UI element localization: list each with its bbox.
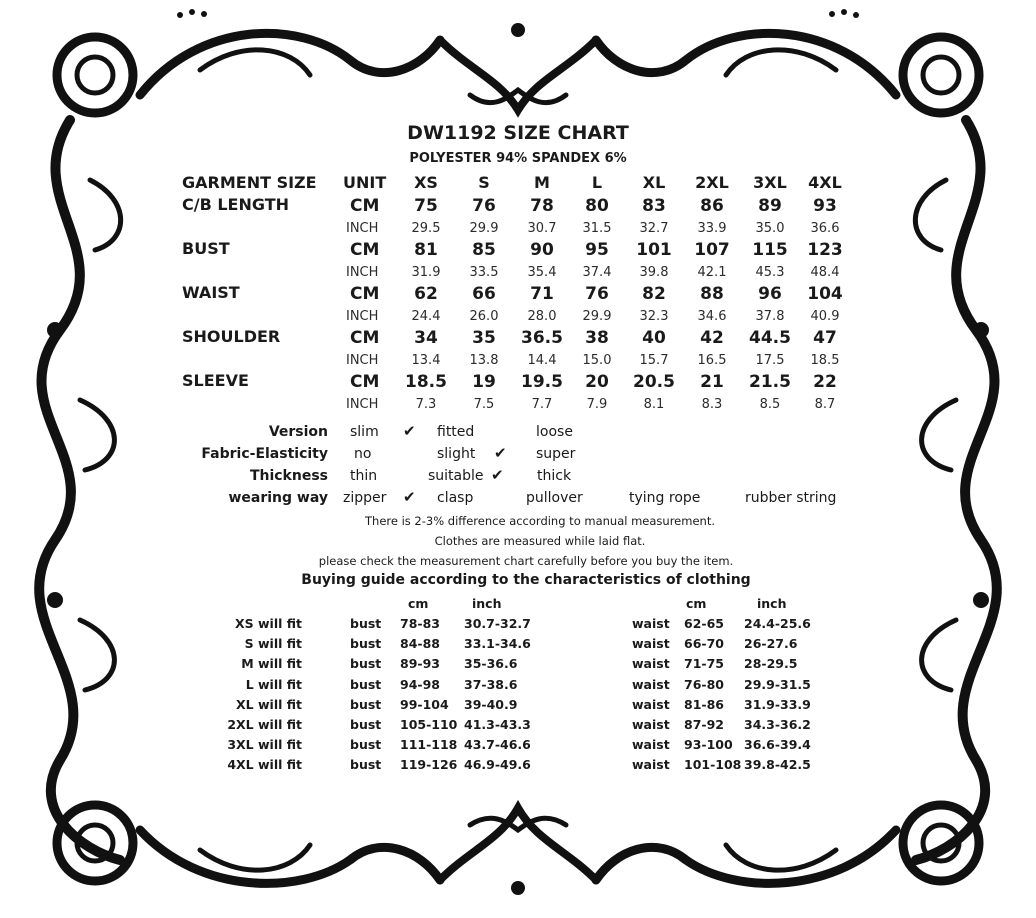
cm-value: 36.5 xyxy=(521,328,563,348)
characteristic-option: pullover xyxy=(526,490,583,506)
guide-bust-inch: 30.7-32.7 xyxy=(464,616,531,631)
guide-fit-label: 3XL will fit xyxy=(227,737,302,753)
size-header-4xl: 4XL xyxy=(808,173,842,192)
check-mark-icon: ✔ xyxy=(403,488,416,506)
cm-value: 19 xyxy=(472,372,496,392)
size-header-l: L xyxy=(591,173,603,192)
cm-value: 104 xyxy=(807,284,843,304)
unit-cm: CM xyxy=(350,196,380,216)
guide-waist-cm: 66-70 xyxy=(684,636,724,652)
guide-bust-inch: 35-36.6 xyxy=(464,656,518,672)
inch-value: 29.5 xyxy=(411,221,441,236)
cm-value: 47 xyxy=(813,328,837,348)
guide-bust-label: bust xyxy=(350,636,382,652)
inch-value: 24.4 xyxy=(411,309,441,324)
cm-value: 44.5 xyxy=(749,328,791,348)
cm-value: 75 xyxy=(414,196,438,216)
cm-value: 21 xyxy=(700,372,724,392)
guide-bust-label: bust xyxy=(350,717,382,732)
cm-value: 22 xyxy=(813,372,837,392)
guide-inch-header-waist: inch xyxy=(757,596,787,611)
guide-bust-cm: 94-98 xyxy=(400,676,440,692)
size-header-2xl: 2XL xyxy=(695,173,729,192)
cm-value: 96 xyxy=(758,284,782,304)
guide-bust-cm: 89-93 xyxy=(400,656,440,672)
guide-waist-inch: 39.8-42.5 xyxy=(744,757,811,773)
inch-value: 40.9 xyxy=(810,309,840,324)
characteristic-option: thick xyxy=(537,468,572,484)
cm-value: 101 xyxy=(636,240,672,260)
cm-value: 90 xyxy=(530,240,554,260)
guide-waist-label: waist xyxy=(632,616,670,631)
inch-value: 7.9 xyxy=(586,397,608,412)
inch-value: 8.3 xyxy=(701,397,723,412)
inch-value: 35.4 xyxy=(527,265,557,280)
garment-size-header: GARMENT SIZE xyxy=(182,173,317,192)
guide-bust-label: bust xyxy=(350,696,382,712)
size-header-s: S xyxy=(478,173,490,192)
inch-value: 29.9 xyxy=(582,309,612,324)
inch-value: 28.0 xyxy=(527,309,557,324)
guide-waist-inch: 31.9-33.9 xyxy=(744,696,811,712)
material-composition: POLYESTER 94% SPANDEX 6% xyxy=(409,151,627,166)
inch-value: 31.5 xyxy=(582,221,612,236)
inch-value: 36.6 xyxy=(810,221,840,236)
unit-cm: CM xyxy=(350,328,380,348)
cm-value: 35 xyxy=(472,328,496,348)
characteristic-option: no xyxy=(354,446,372,462)
unit-cm: CM xyxy=(350,240,380,260)
check-mark-icon: ✔ xyxy=(491,466,504,484)
inch-value: 35.0 xyxy=(755,221,785,236)
characteristic-option: tying rope xyxy=(629,490,701,506)
inch-value: 31.9 xyxy=(411,265,441,280)
guide-waist-label: waist xyxy=(632,676,670,692)
inch-value: 14.4 xyxy=(527,353,557,368)
guide-waist-label: waist xyxy=(632,656,670,672)
chart-title: DW1192 SIZE CHART xyxy=(407,122,629,144)
guide-bust-cm: 84-88 xyxy=(400,636,440,652)
characteristic-option: suitable xyxy=(428,468,484,484)
note-measurement-difference: There is 2-3% difference according to manual measurement. xyxy=(365,514,715,528)
guide-waist-label: waist xyxy=(632,757,670,773)
characteristic-option: slight xyxy=(437,446,476,462)
inch-value: 33.5 xyxy=(469,265,499,280)
cm-value: 86 xyxy=(700,196,724,216)
unit-cm: CM xyxy=(350,372,380,392)
guide-waist-label: waist xyxy=(632,696,670,712)
guide-inch-header-bust: inch xyxy=(472,596,502,611)
characteristic-option: super xyxy=(536,446,576,462)
measurement-label-sleeve: SLEEVE xyxy=(182,371,249,390)
cm-value: 18.5 xyxy=(405,372,447,392)
check-mark-icon: ✔ xyxy=(403,422,416,440)
inch-value: 37.8 xyxy=(755,309,785,324)
cm-value: 107 xyxy=(694,240,730,260)
note-check-chart: please check the measurement chart carefully before you buy the item. xyxy=(318,554,734,568)
size-header-xl: XL xyxy=(642,173,666,192)
guide-waist-label: waist xyxy=(632,636,670,652)
cm-value: 115 xyxy=(752,240,788,260)
guide-bust-label: bust xyxy=(350,676,382,692)
cm-value: 71 xyxy=(530,284,554,304)
guide-waist-cm: 81-86 xyxy=(684,696,724,712)
guide-bust-inch: 33.1-34.6 xyxy=(464,636,531,652)
guide-bust-cm: 105-110 xyxy=(400,717,458,732)
unit-inch: INCH xyxy=(346,309,379,324)
cm-value: 62 xyxy=(414,284,438,304)
cm-value: 123 xyxy=(807,240,843,260)
inch-value: 48.4 xyxy=(810,265,840,280)
guide-fit-label: XL will fit xyxy=(236,696,302,712)
guide-bust-cm: 99-104 xyxy=(400,696,449,712)
guide-waist-cm: 76-80 xyxy=(684,676,724,692)
cm-value: 95 xyxy=(585,240,609,260)
guide-waist-inch: 36.6-39.4 xyxy=(744,737,811,753)
cm-value: 20.5 xyxy=(633,372,675,392)
cm-value: 38 xyxy=(585,328,609,348)
measurement-label-shoulder: SHOULDER xyxy=(182,327,281,346)
cm-value: 85 xyxy=(472,240,496,260)
characteristic-option: clasp xyxy=(437,490,474,506)
characteristic-option: rubber string xyxy=(745,490,837,506)
inch-value: 42.1 xyxy=(697,265,727,280)
guide-bust-label: bust xyxy=(350,737,382,753)
size-header-xs: XS xyxy=(414,173,438,192)
guide-waist-inch: 26-27.6 xyxy=(744,636,798,652)
size-header-m: M xyxy=(534,173,550,192)
size-header-3xl: 3XL xyxy=(753,173,787,192)
cm-value: 40 xyxy=(642,328,666,348)
inch-value: 29.9 xyxy=(469,221,499,236)
characteristic-label-elasticity: Fabric-Elasticity xyxy=(201,446,328,462)
characteristic-option: fitted xyxy=(437,424,475,440)
guide-waist-cm: 93-100 xyxy=(684,737,733,753)
guide-fit-label: XS will fit xyxy=(235,616,302,631)
guide-waist-inch: 29.9-31.5 xyxy=(744,676,811,692)
guide-waist-cm: 87-92 xyxy=(684,717,724,732)
cm-value: 82 xyxy=(642,284,666,304)
characteristic-option: slim xyxy=(350,424,379,440)
cm-value: 89 xyxy=(758,196,782,216)
inch-value: 30.7 xyxy=(527,221,557,236)
guide-fit-label: L will fit xyxy=(245,676,302,692)
guide-bust-inch: 43.7-46.6 xyxy=(464,737,531,753)
cm-value: 20 xyxy=(585,372,609,392)
characteristic-option: thin xyxy=(350,468,378,484)
guide-waist-cm: 101-108 xyxy=(684,757,742,773)
guide-fit-label: 2XL will fit xyxy=(227,717,302,732)
inch-value: 7.7 xyxy=(531,397,553,412)
cm-value: 81 xyxy=(414,240,438,260)
guide-waist-inch: 28-29.5 xyxy=(744,656,798,672)
unit-header: UNIT xyxy=(343,173,387,192)
cm-value: 83 xyxy=(642,196,666,216)
inch-value: 8.5 xyxy=(759,397,781,412)
guide-bust-inch: 41.3-43.3 xyxy=(464,717,531,732)
measurement-label-waist: WAIST xyxy=(182,283,240,302)
measurement-label-c-b-length: C/B LENGTH xyxy=(182,195,290,214)
cm-value: 76 xyxy=(472,196,496,216)
guide-bust-inch: 39-40.9 xyxy=(464,696,518,712)
measurement-label-bust: BUST xyxy=(182,239,230,258)
cm-value: 66 xyxy=(472,284,496,304)
unit-inch: INCH xyxy=(346,221,379,236)
inch-value: 32.3 xyxy=(639,309,669,324)
guide-cm-header-waist: cm xyxy=(686,596,707,611)
guide-fit-label: S will fit xyxy=(244,636,302,652)
inch-value: 33.9 xyxy=(697,221,727,236)
guide-waist-cm: 71-75 xyxy=(684,656,724,672)
cm-value: 76 xyxy=(585,284,609,304)
check-mark-icon: ✔ xyxy=(494,444,507,462)
guide-bust-cm: 119-126 xyxy=(400,757,458,773)
characteristic-option: zipper xyxy=(343,490,387,506)
inch-value: 34.6 xyxy=(697,309,727,324)
guide-bust-label: bust xyxy=(350,757,382,773)
characteristic-label-thickness: Thickness xyxy=(249,468,328,484)
inch-value: 8.1 xyxy=(643,397,665,412)
inch-value: 15.0 xyxy=(582,353,612,368)
note-laid-flat: Clothes are measured while laid flat. xyxy=(434,534,646,548)
inch-value: 26.0 xyxy=(469,309,499,324)
guide-bust-inch: 37-38.6 xyxy=(464,676,518,692)
cm-value: 80 xyxy=(585,196,609,216)
cm-value: 42 xyxy=(700,328,724,348)
inch-value: 18.5 xyxy=(810,353,840,368)
inch-value: 17.5 xyxy=(755,353,785,368)
inch-value: 32.7 xyxy=(639,221,669,236)
inch-value: 45.3 xyxy=(755,265,785,280)
inch-value: 37.4 xyxy=(582,265,612,280)
guide-fit-label: 4XL will fit xyxy=(227,757,302,773)
inch-value: 15.7 xyxy=(639,353,669,368)
cm-value: 78 xyxy=(530,196,554,216)
guide-waist-label: waist xyxy=(632,717,670,732)
cm-value: 21.5 xyxy=(749,372,791,392)
cm-value: 88 xyxy=(700,284,724,304)
buying-guide-title: Buying guide according to the characteristics of clothing xyxy=(301,572,751,588)
guide-waist-label: waist xyxy=(632,737,670,753)
unit-inch: INCH xyxy=(346,397,379,412)
guide-bust-label: bust xyxy=(350,616,382,631)
inch-value: 13.8 xyxy=(469,353,499,368)
characteristic-label-version: Version xyxy=(268,424,328,440)
unit-inch: INCH xyxy=(346,353,379,368)
guide-waist-inch: 24.4-25.6 xyxy=(744,616,811,631)
unit-cm: CM xyxy=(350,284,380,304)
inch-value: 7.3 xyxy=(415,397,437,412)
characteristic-option: loose xyxy=(536,424,573,440)
inch-value: 8.7 xyxy=(814,397,836,412)
guide-bust-cm: 111-118 xyxy=(400,737,458,753)
inch-value: 16.5 xyxy=(697,353,727,368)
guide-bust-cm: 78-83 xyxy=(400,616,440,631)
characteristic-label-wearing: wearing way xyxy=(228,490,328,506)
cm-value: 19.5 xyxy=(521,372,563,392)
cm-value: 34 xyxy=(414,328,438,348)
unit-inch: INCH xyxy=(346,265,379,280)
cm-value: 93 xyxy=(813,196,837,216)
guide-cm-header-bust: cm xyxy=(408,596,429,611)
guide-waist-cm: 62-65 xyxy=(684,616,724,631)
inch-value: 7.5 xyxy=(473,397,495,412)
guide-fit-label: M will fit xyxy=(241,656,302,672)
inch-value: 39.8 xyxy=(639,265,669,280)
guide-bust-label: bust xyxy=(350,656,382,672)
guide-waist-inch: 34.3-36.2 xyxy=(744,717,811,732)
inch-value: 13.4 xyxy=(411,353,441,368)
guide-bust-inch: 46.9-49.6 xyxy=(464,757,531,773)
